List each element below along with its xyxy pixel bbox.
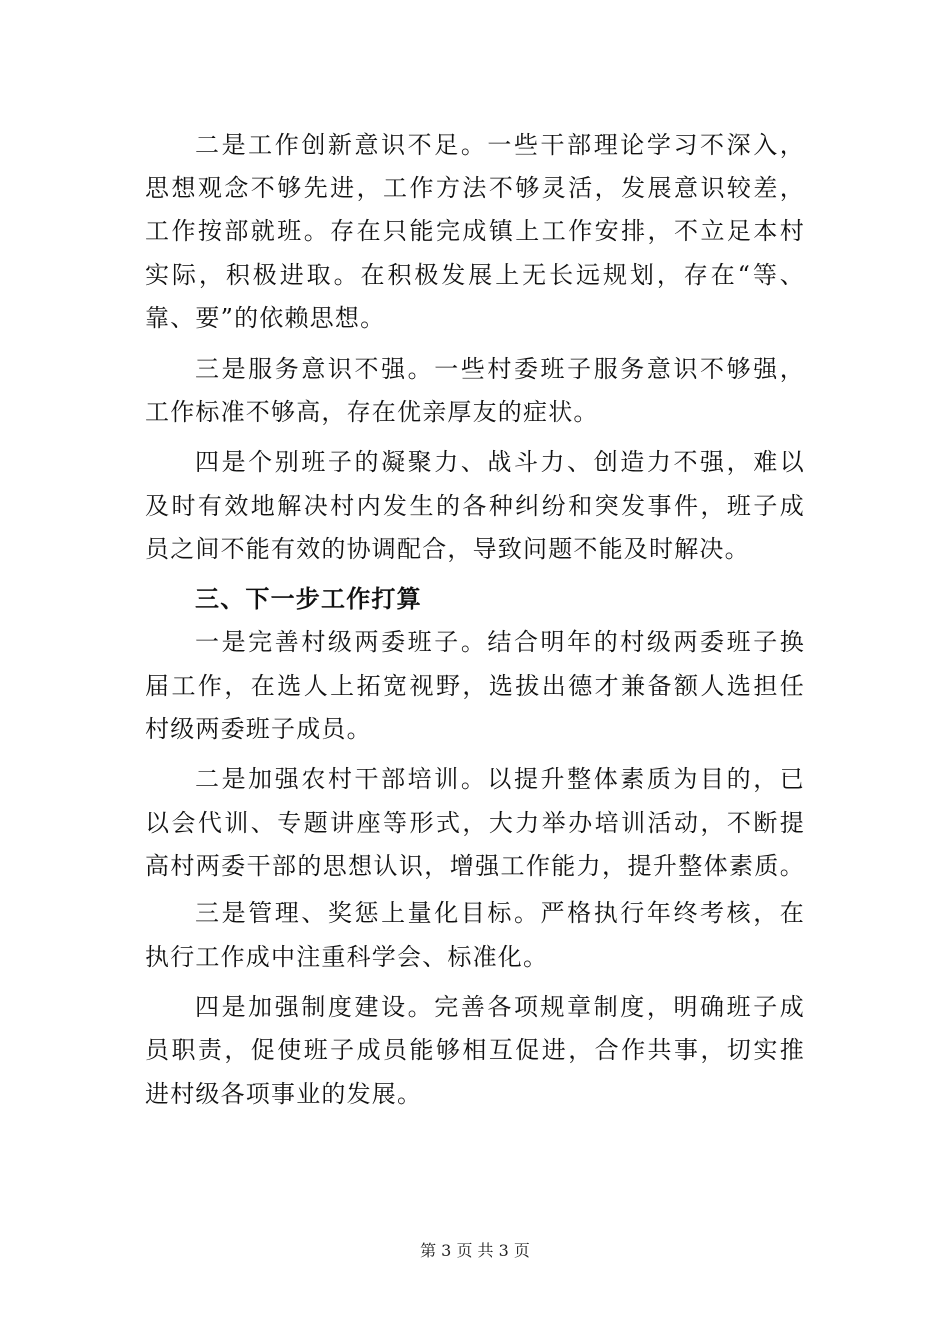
plan-4-line-2: 员职责，促使班子成员能够相互促进，合作共事，切实推: [145, 1036, 805, 1064]
plan-1-line-2: 届工作，在选人上拓宽视野，选拔出德才兼备额人选担任: [145, 672, 805, 700]
plan-1-line-1: 一是完善村级两委班子。结合明年的村级两委班子换: [195, 628, 805, 656]
plan-2-line-3: 高村两委干部的思想认识，增强工作能力，提升整体素质。: [145, 852, 805, 880]
plan-4-line-1: 四是加强制度建设。完善各项规章制度，明确班子成: [195, 993, 805, 1021]
section-heading: 三、下一步工作打算: [195, 585, 422, 613]
paragraph-2-line-4: 实际，积极进取。在积极发展上无长远规划，存在“等、: [145, 261, 805, 289]
plan-3-line-2: 执行工作成中注重科学会、标准化。: [145, 943, 549, 971]
paragraph-4-line-3: 员之间不能有效的协调配合，导致问题不能及时解决。: [145, 535, 750, 563]
paragraph-4-line-1: 四是个别班子的凝聚力、战斗力、创造力不强，难以: [195, 448, 805, 476]
plan-4-line-3: 进村级各项事业的发展。: [145, 1080, 423, 1108]
plan-2-line-2: 以会代训、专题讲座等形式，大力举办培训活动，不断提: [145, 809, 805, 837]
plan-1-line-3: 村级两委班子成员。: [145, 715, 372, 743]
paragraph-2-line-3: 工作按部就班。存在只能完成镇上工作安排，不立足本村: [145, 217, 805, 245]
paragraph-3-line-2: 工作标准不够高，存在优亲厚友的症状。: [145, 398, 599, 426]
paragraph-2-line-5: 靠、要”的依赖思想。: [145, 304, 386, 332]
plan-3-line-1: 三是管理、奖惩上量化目标。严格执行年终考核，在: [195, 899, 805, 927]
paragraph-2-line-1: 二是工作创新意识不足。一些干部理论学习不深入，: [195, 131, 805, 159]
paragraph-4-line-2: 及时有效地解决村内发生的各种纠纷和突发事件，班子成: [145, 492, 805, 520]
plan-2-line-1: 二是加强农村干部培训。以提升整体素质为目的，已: [195, 765, 805, 793]
page-number-footer: 第 3 页 共 3 页: [420, 1241, 530, 1260]
paragraph-3-line-1: 三是服务意识不强。一些村委班子服务意识不够强，: [195, 355, 805, 383]
paragraph-2-line-2: 思想观念不够先进，工作方法不够灵活，发展意识较差，: [145, 174, 805, 202]
